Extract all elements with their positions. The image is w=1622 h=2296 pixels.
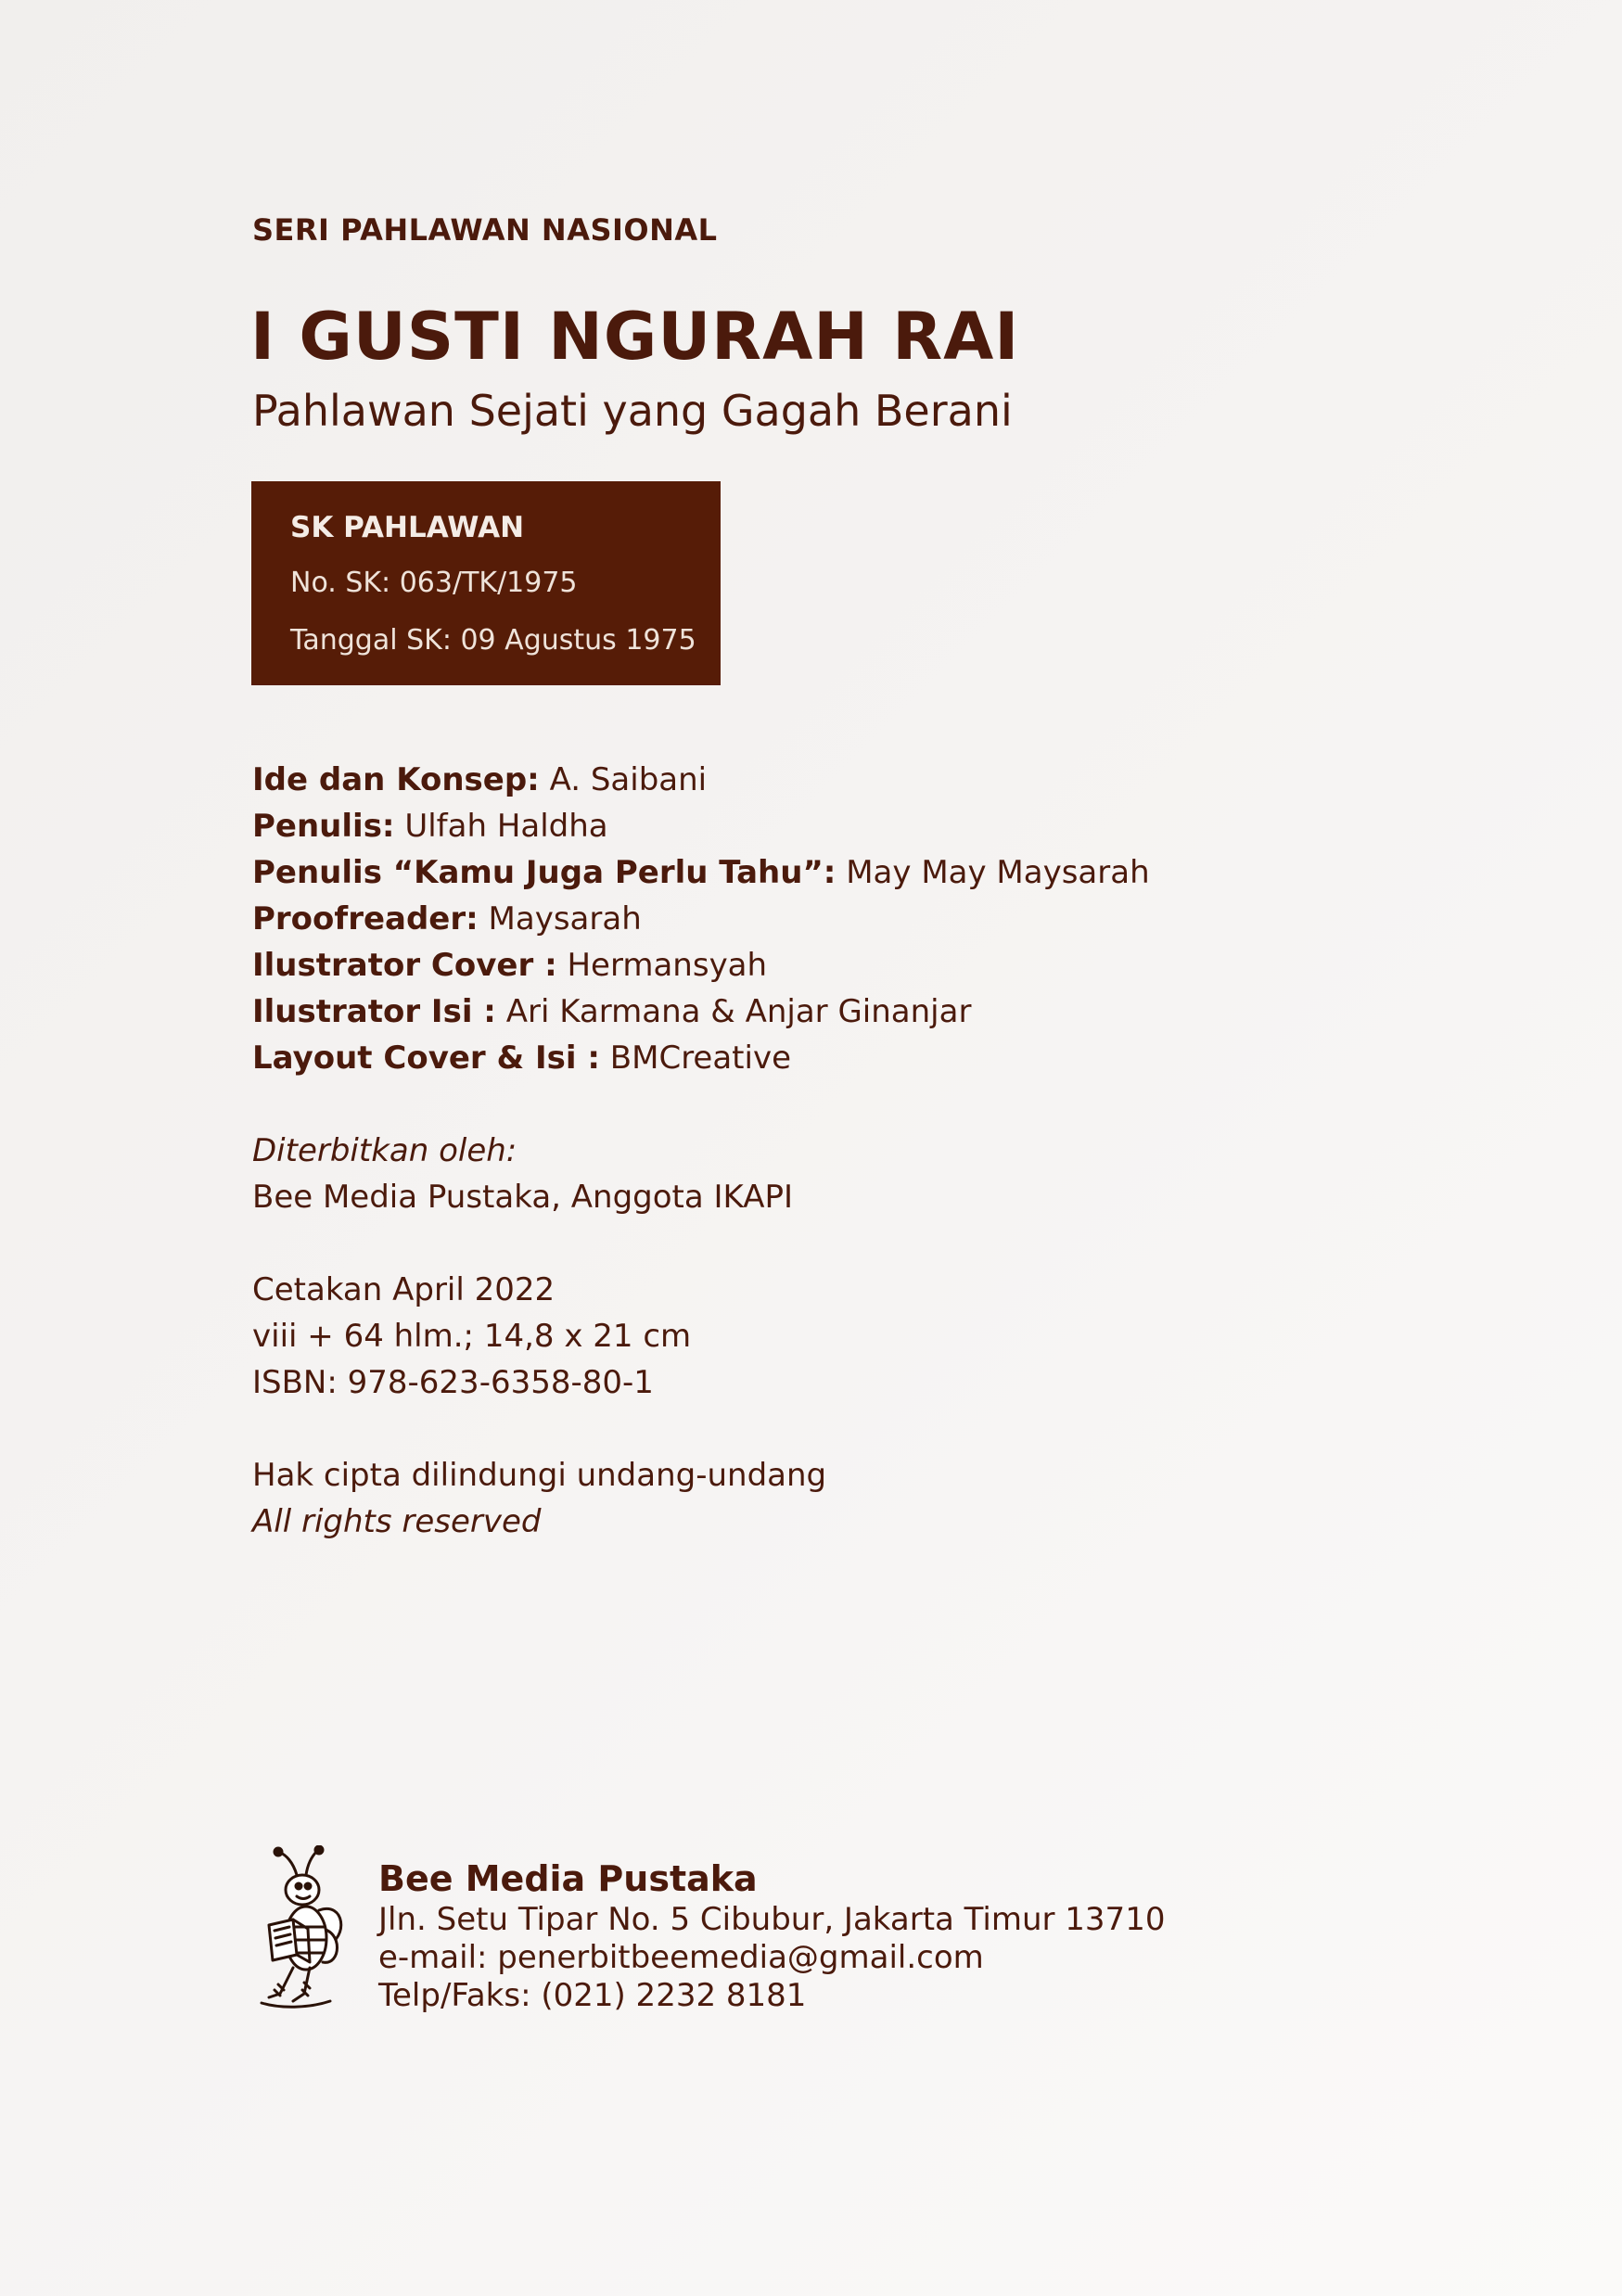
rights-reserved: All rights reserved bbox=[252, 1503, 542, 1540]
credit-row bbox=[252, 896, 1150, 942]
credit-label: Ilustrator Cover : bbox=[252, 947, 557, 984]
series-label: SERI PAHLAWAN NASIONAL bbox=[252, 212, 718, 248]
sk-pahlawan-box bbox=[251, 481, 721, 685]
print-info-block bbox=[252, 1267, 691, 1406]
credit-value: A. Saibani bbox=[539, 761, 708, 798]
credit-value: Maysarah bbox=[478, 900, 642, 938]
credit-value: Hermansyah bbox=[556, 947, 768, 984]
print-edition: Cetakan April 2022 bbox=[252, 1271, 556, 1308]
publisher-phone: Telp/Faks: (021) 2232 8181 bbox=[378, 1977, 807, 2014]
credit-row bbox=[252, 942, 1150, 989]
published-label: Diterbitkan oleh: bbox=[252, 1132, 517, 1169]
credit-row bbox=[252, 849, 1150, 896]
print-pages: viii + 64 hlm.; 14,8 x 21 cm bbox=[252, 1318, 692, 1355]
credit-label: Layout Cover & Isi : bbox=[252, 1040, 600, 1077]
credit-row bbox=[252, 757, 1150, 803]
credit-label: Penulis “Kamu Juga Perlu Tahu”: bbox=[252, 854, 837, 891]
sk-date: Tanggal SK: 09 Agustus 1975 bbox=[290, 624, 696, 657]
credit-label: Penulis: bbox=[252, 808, 395, 845]
credit-value: Ari Karmana & Anjar Ginanjar bbox=[495, 993, 972, 1030]
credit-label: Proofreader: bbox=[252, 900, 479, 938]
publisher-email: e-mail: penerbitbeemedia@gmail.com bbox=[378, 1939, 984, 1976]
publisher-address: Jln. Setu Tipar No. 5 Cibubur, Jakarta Timur 13710 bbox=[378, 1901, 1166, 1938]
credit-row bbox=[252, 1035, 1150, 1081]
rights-line: Hak cipta dilindungi undang-undang bbox=[252, 1457, 827, 1494]
credits-list bbox=[252, 757, 1150, 1081]
credit-label: Ide dan Konsep: bbox=[252, 761, 540, 798]
published-value: Bee Media Pustaka, Anggota IKAPI bbox=[252, 1179, 794, 1216]
publisher-info bbox=[378, 1856, 1165, 2015]
rights-block bbox=[252, 1452, 826, 1545]
published-by-block bbox=[252, 1128, 793, 1220]
sk-heading: SK PAHLAWAN bbox=[290, 511, 525, 544]
publisher-name: Bee Media Pustaka bbox=[378, 1858, 758, 1899]
credit-label: Ilustrator Isi : bbox=[252, 993, 496, 1030]
credit-row bbox=[252, 989, 1150, 1035]
book-subtitle: Pahlawan Sejati yang Gagah Berani bbox=[252, 386, 1013, 436]
sk-number: No. SK: 063/TK/1975 bbox=[290, 567, 578, 599]
credit-row bbox=[252, 803, 1150, 849]
publisher-block bbox=[252, 1845, 1180, 2012]
book-title: I GUSTI NGURAH RAI bbox=[250, 299, 1020, 375]
credit-value: BMCreative bbox=[599, 1040, 791, 1077]
bee-reading-book-icon bbox=[252, 1845, 354, 2012]
isbn: ISBN: 978-623-6358-80-1 bbox=[252, 1364, 654, 1401]
credit-value: May May Maysarah bbox=[836, 854, 1150, 891]
credit-value: Ulfah Haldha bbox=[394, 808, 608, 845]
